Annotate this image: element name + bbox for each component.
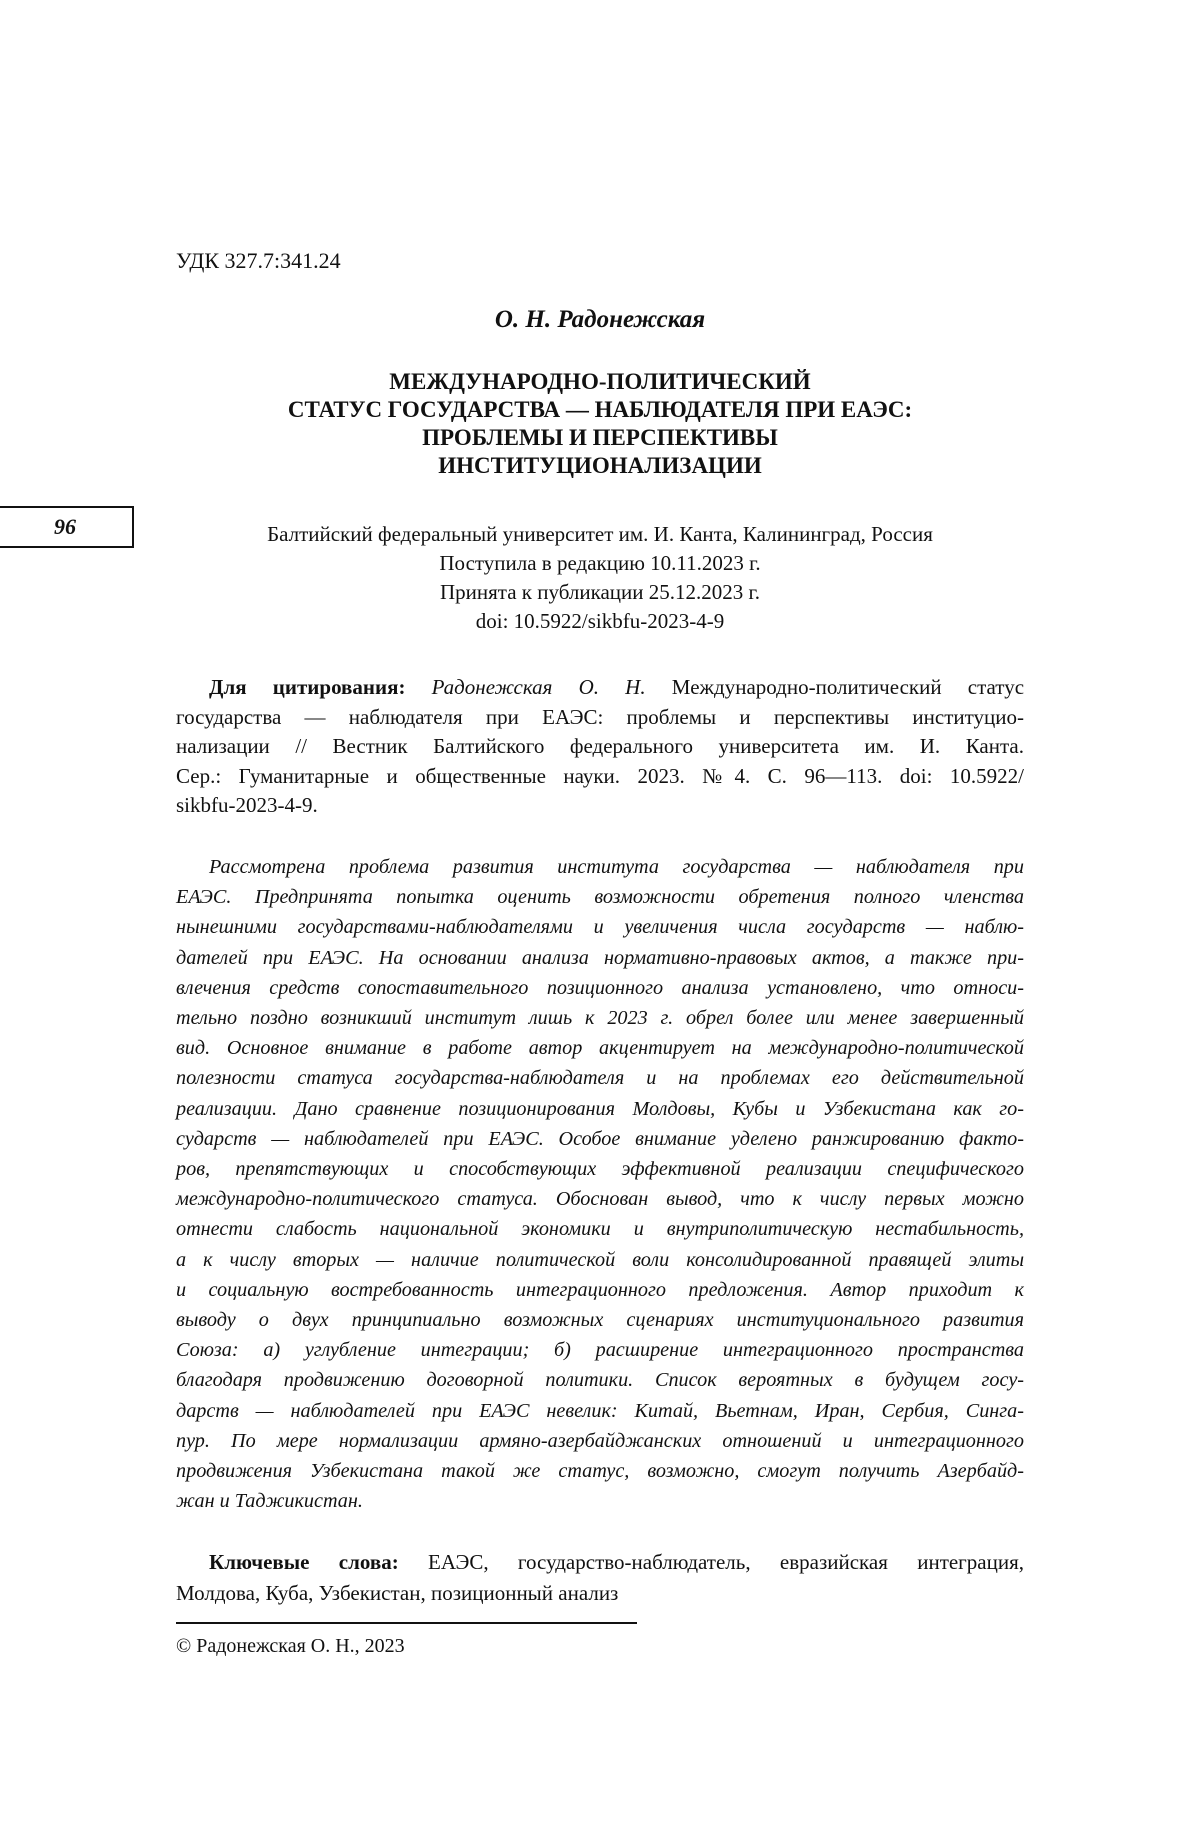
abstract-line: международно-политического статуса. Обоснован вывод, что к числу первых можно xyxy=(176,1188,1024,1211)
keywords-text: ЕАЭС, государство-наблюдатель, евразийская интеграция, xyxy=(428,1550,1025,1574)
abstract-line: ров, препятствующих и способствующих эффективной реализации специфического xyxy=(176,1158,1024,1181)
abstract-line: полезности статуса государства-наблюдателя и на проблемах его действительной xyxy=(176,1067,1024,1090)
abstract-line: отнести слабость национальной экономики и внутриполитическую нестабильность, xyxy=(176,1218,1024,1241)
affiliation-university: Балтийский федеральный университет им. И. Канта, Калининград, Россия xyxy=(267,522,933,546)
abstract-line: вид. Основное внимание в работе автор акцентирует на международно-политической xyxy=(176,1037,1024,1060)
title-line: ПРОБЛЕМЫ И ПЕРСПЕКТИВЫ xyxy=(422,425,778,450)
abstract xyxy=(176,852,1024,1516)
copyright: © Радонежская О. Н., 2023 xyxy=(176,1635,405,1657)
keywords-block xyxy=(176,1547,1024,1609)
abstract-line: реализации. Дано сравнение позиционирования Молдовы, Кубы и Узбекистана как го- xyxy=(176,1097,1024,1120)
title-line: ИНСТИТУЦИОНАЛИЗАЦИИ xyxy=(438,453,762,478)
abstract-line: дателей при ЕАЭС. На основании анализа нормативно-правовых актов, а также при- xyxy=(176,946,1024,969)
abstract-line: нынешними государствами-наблюдателями и увеличения числа государств — наблю- xyxy=(176,916,1024,939)
citation-author: Радонежская О. Н. xyxy=(431,675,646,699)
abstract-line: и социальную востребованность интеграционного предложения. Автор приходит к xyxy=(176,1278,1024,1301)
abstract-line: Рассмотрена проблема развития института государства — наблюдателя при xyxy=(209,856,1024,878)
citation-line: государства — наблюдателя при ЕАЭС: проблемы и перспективы институцио- xyxy=(176,704,1024,729)
footnote-divider xyxy=(176,1622,637,1624)
page-number: 96 xyxy=(54,514,76,539)
abstract-line: сударств — наблюдателей при ЕАЭС. Особое внимание уделено ранжированию факто- xyxy=(176,1127,1024,1150)
abstract-line: а к числу вторых — наличие политической воли консолидированной правящей элиты xyxy=(176,1248,1024,1271)
abstract-line: пур. По мере нормализации армяно-азербайджанских отношений и интеграционного xyxy=(176,1429,1024,1452)
title-line: СТАТУС ГОСУДАРСТВА — НАБЛЮДАТЕЛЯ ПРИ ЕАЭС: xyxy=(287,397,913,422)
abstract-line: продвижения Узбекистана такой же статус, возможно, смогут получить Азербайд- xyxy=(176,1460,1024,1483)
abstract-line: Союза: а) углубление интеграции; б) расширение интеграционного пространства xyxy=(176,1339,1024,1362)
received-date: Поступила в редакцию 10.11.2023 г. xyxy=(439,551,761,575)
keywords-label: Ключевые слова: xyxy=(209,1550,399,1574)
abstract-line: жан и Таджикистан. xyxy=(176,1490,363,1513)
abstract-line: тельно поздно возникший институт лишь к 2023 г. обрел более или менее завершенный xyxy=(176,1007,1024,1030)
citation-block xyxy=(176,673,1024,821)
udk-code: УДК 327.7:341.24 xyxy=(176,248,341,273)
article-title xyxy=(176,368,1024,480)
citation-line: Сер.: Гуманитарные и общественные науки. 2023. №4. С. 96—113. doi: 10.5922/ xyxy=(176,763,1024,788)
abstract-line: выводу о двух принципиально возможных сценариях институционального развития xyxy=(176,1309,1024,1332)
accepted-date: Принята к публикации 25.12.2023 г. xyxy=(439,580,760,604)
citation-line xyxy=(176,673,1024,703)
abstract-line: дарств — наблюдателей при ЕАЭС невелик: Китай, Вьетнам, Иран, Сербия, Синга- xyxy=(176,1399,1024,1422)
abstract-line: влечения средств сопоставительного позиционного анализа установлено, что относи- xyxy=(176,976,1024,999)
abstract-line: ЕАЭС. Предпринята попытка оценить возможности обретения полного членства xyxy=(176,886,1024,909)
citation-text: Международно-политический статус xyxy=(671,675,1025,699)
affiliation-block xyxy=(176,520,1024,636)
citation-line: нализации // Вестник Балтийского федерального университета им. И. Канта. xyxy=(176,734,1024,759)
page-number-box xyxy=(0,506,134,548)
abstract-line: благодаря продвижению договорной политики. Список вероятных в будущем госу- xyxy=(176,1369,1024,1392)
doi: doi: 10.5922/sikbfu-2023-4-9 xyxy=(475,609,725,633)
citation-label: Для цитирования: xyxy=(209,675,406,699)
keywords-line xyxy=(176,1547,1024,1578)
title-line: МЕЖДУНАРОДНО-ПОЛИТИЧЕСКИЙ xyxy=(389,369,811,394)
citation-line: sikbfu-2023-4-9. xyxy=(176,793,318,818)
author-name: О. Н. Радонежская xyxy=(494,306,706,333)
keywords-line: Молдова, Куба, Узбекистан, позиционный анализ xyxy=(176,1581,619,1605)
